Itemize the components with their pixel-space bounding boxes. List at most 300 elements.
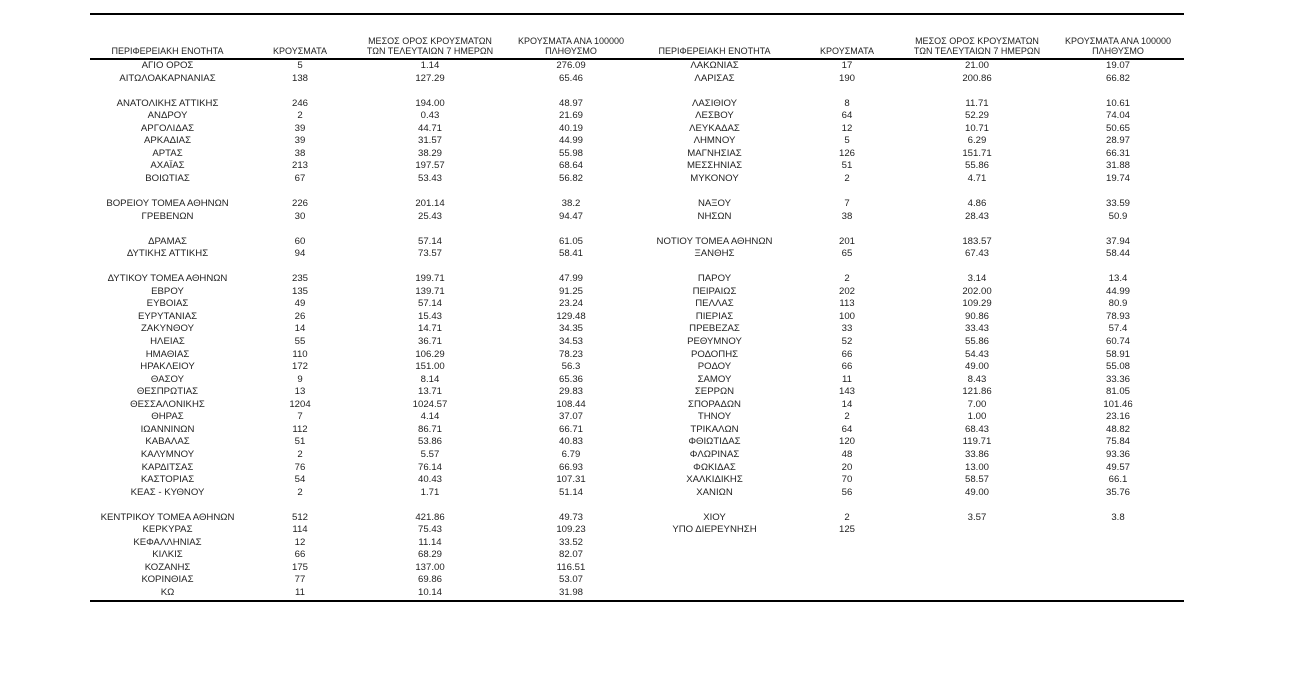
left-per100k-cell: 6.79 (561, 448, 581, 460)
left-region-cell: ΓΡΕΒΕΝΩΝ (141, 210, 194, 222)
regional-cases-table-container (90, 13, 1184, 602)
left-cases-cell: 110 (292, 348, 308, 360)
left-region-cell: ΔΥΤΙΚΟΥ ΤΟΜΕΑ ΑΘΗΝΩΝ (107, 273, 228, 285)
table-row (90, 323, 1184, 336)
header-cases-left-label: ΚΡΟΥΣΜΑΤΑ (273, 46, 327, 56)
right-per100k-cell: 44.99 (1105, 285, 1130, 297)
right-cases-cell: 33 (841, 323, 853, 335)
table-row (90, 487, 1184, 500)
right-cases-cell: 113 (839, 298, 855, 310)
left-cases-cell: 94 (294, 248, 306, 260)
left-per100k-cell: 23.24 (558, 298, 583, 310)
right-region-cell: ΛΕΥΚΑΔΑΣ (689, 122, 740, 134)
left-region-cell: ΘΗΡΑΣ (151, 411, 184, 423)
left-region-cell: ΑΓΙΟ ΟΡΟΣ (141, 60, 194, 71)
right-avg7-cell: 7.00 (967, 398, 987, 410)
right-per100k-cell: 74.04 (1105, 110, 1130, 122)
left-avg7-cell: 14.71 (417, 323, 442, 335)
left-avg7-cell: 69.86 (417, 574, 442, 586)
right-region-cell: ΡΟΔΟΥ (697, 361, 732, 373)
left-cases-cell: 76 (294, 461, 306, 473)
right-region-cell: ΡΕΘΥΜΝΟΥ (687, 336, 742, 348)
left-avg7-cell: 201.14 (415, 198, 445, 210)
right-avg7-cell: 13.00 (964, 461, 989, 473)
table-row (90, 273, 1184, 286)
left-per100k-cell: 94.47 (558, 210, 583, 222)
left-region-cell: ΚΩ (160, 586, 175, 598)
right-cases-cell: 12 (841, 122, 853, 134)
right-avg7-cell: 202.00 (962, 285, 992, 297)
left-per100k-cell: 56.82 (558, 172, 583, 184)
right-cases-cell: 64 (841, 423, 853, 435)
right-cases-cell: 202 (838, 285, 855, 297)
right-avg7-cell: 8.43 (967, 373, 987, 385)
right-cases-cell: 5 (844, 135, 850, 147)
right-region-cell: ΦΘΙΩΤΙΔΑΣ (688, 436, 741, 448)
left-region-cell: ΚΑΣΤΟΡΙΑΣ (140, 474, 195, 486)
right-avg7-cell: 3.14 (967, 273, 987, 285)
right-cases-cell (792, 537, 902, 550)
right-cases-cell: 66 (841, 348, 853, 360)
right-region-cell: ΠΡΕΒΕΖΑΣ (689, 323, 740, 335)
right-region-cell (637, 562, 792, 575)
right-cases-cell: 56 (841, 486, 853, 498)
right-cases-cell: 125 (838, 524, 855, 536)
left-per100k-cell: 37.07 (558, 411, 583, 423)
right-region-cell (637, 574, 792, 587)
right-cases-cell: 190 (838, 72, 855, 84)
right-region-cell (637, 549, 792, 562)
table-row (90, 211, 1184, 224)
right-avg7-cell: 52.29 (964, 110, 989, 122)
spacer-cell (90, 85, 1184, 98)
left-region-cell: ΚΕΝΤΡΙΚΟΥ ΤΟΜΕΑ ΑΘΗΝΩΝ (100, 511, 235, 523)
right-per100k-cell: 10.61 (1105, 97, 1130, 109)
left-cases-cell: 5 (297, 60, 303, 71)
right-per100k-cell: 33.36 (1105, 373, 1130, 385)
left-per100k-cell: 51.14 (558, 486, 583, 498)
left-avg7-cell: 31.57 (417, 135, 442, 147)
left-region-cell: ΚΑΒΑΛΑΣ (145, 436, 190, 448)
right-cases-cell: 64 (841, 110, 853, 122)
left-per100k-cell: 47.99 (558, 273, 583, 285)
left-avg7-cell: 36.71 (417, 336, 442, 348)
left-per100k-cell: 65.36 (558, 373, 583, 385)
header-avg7-right-line1: ΜΕΣΟΣ ΟΡΟΣ ΚΡΟΥΣΜΑΤΩΝ (915, 36, 1039, 46)
left-per100k-cell: 40.83 (558, 436, 583, 448)
right-cases-cell: 52 (841, 336, 853, 348)
right-region-cell: ΝΟΤΙΟΥ ΤΟΜΕΑ ΑΘΗΝΩΝ (656, 235, 773, 247)
right-per100k-cell: 3.8 (1111, 511, 1125, 523)
right-region-cell: ΠΕΙΡΑΙΩΣ (692, 285, 737, 297)
right-per100k-cell: 66.82 (1105, 72, 1130, 84)
right-avg7-cell: 33.86 (964, 448, 989, 460)
right-avg7-cell: 28.43 (964, 210, 989, 222)
table-row (90, 424, 1184, 437)
right-cases-cell: 120 (838, 436, 855, 448)
left-cases-cell: 54 (294, 474, 306, 486)
right-region-cell: ΝΗΣΩΝ (697, 210, 732, 222)
left-region-cell: ΕΥΡΥΤΑΝΙΑΣ (137, 310, 198, 322)
right-cases-cell: 51 (841, 160, 853, 172)
right-per100k-cell: 93.36 (1105, 448, 1130, 460)
left-avg7-cell: 44.71 (417, 122, 442, 134)
right-cases-cell: 2 (844, 172, 850, 184)
right-avg7-cell: 3.57 (967, 511, 987, 523)
header-cases-left (245, 14, 355, 59)
table-row (90, 73, 1184, 86)
right-cases-cell: 11 (842, 373, 852, 385)
left-per100k-cell: 33.52 (558, 536, 583, 548)
left-per100k-cell: 276.09 (556, 60, 586, 71)
left-region-cell: ΖΑΚΥΝΘΟΥ (141, 323, 194, 335)
right-avg7-cell (902, 587, 1052, 601)
right-avg7-cell: 58.57 (964, 474, 989, 486)
right-cases-cell: 2 (844, 511, 850, 523)
spacer-row (90, 499, 1184, 512)
spacer-row (90, 261, 1184, 274)
right-cases-cell: 143 (838, 386, 855, 398)
left-per100k-cell: 68.64 (558, 160, 583, 172)
table-row (90, 349, 1184, 362)
table-row (90, 462, 1184, 475)
left-cases-cell: 235 (291, 273, 308, 285)
right-region-cell: ΡΟΔΟΠΗΣ (690, 348, 739, 360)
left-cases-cell: 26 (294, 310, 306, 322)
right-per100k-cell: 60.74 (1105, 336, 1130, 348)
left-per100k-cell: 66.93 (558, 461, 583, 473)
right-per100k-cell: 57.4 (1108, 323, 1128, 335)
left-region-cell: ΚΑΡΔΙΤΣΑΣ (141, 461, 194, 473)
right-per100k-cell: 66.31 (1105, 147, 1130, 159)
left-region-cell: ΑΙΤΩΛΟΑΚΑΡΝΑΝΙΑΣ (119, 72, 216, 84)
left-avg7-cell: 76.14 (417, 461, 442, 473)
left-per100k-cell: 78.23 (558, 348, 583, 360)
right-region-cell: ΦΛΩΡΙΝΑΣ (689, 448, 740, 460)
left-avg7-cell: 0.43 (420, 110, 440, 122)
left-per100k-cell: 40.19 (558, 122, 583, 134)
right-avg7-cell: 67.43 (964, 248, 989, 260)
table-row (90, 562, 1184, 575)
right-avg7-cell (902, 574, 1052, 587)
left-region-cell: ΗΡΑΚΛΕΙΟΥ (140, 361, 195, 373)
table-body (90, 59, 1184, 601)
left-per100k-cell: 44.99 (558, 135, 583, 147)
right-avg7-cell: 49.00 (964, 486, 989, 498)
header-per100k-right-line1: ΚΡΟΥΣΜΑΤΑ ΑΝΑ 100000 (1065, 36, 1171, 46)
right-region-cell: ΛΗΜΝΟΥ (693, 135, 736, 147)
right-per100k-cell (1052, 574, 1184, 587)
left-avg7-cell: 53.43 (417, 172, 442, 184)
table-row (90, 524, 1184, 537)
right-region-cell: ΛΑΡΙΣΑΣ (694, 72, 735, 84)
right-per100k-cell: 19.07 (1105, 60, 1130, 71)
right-avg7-cell (902, 537, 1052, 550)
left-per100k-cell: 58.41 (558, 248, 583, 260)
right-per100k-cell: 50.9 (1108, 210, 1128, 222)
left-avg7-cell: 10.14 (417, 586, 442, 598)
right-cases-cell: 2 (844, 273, 850, 285)
left-cases-cell: 13 (294, 386, 306, 398)
left-region-cell: ΙΩΑΝΝΙΝΩΝ (140, 423, 195, 435)
left-region-cell: ΑΡΤΑΣ (152, 147, 183, 159)
left-avg7-cell: 106.29 (415, 348, 445, 360)
left-region-cell: ΘΕΣΠΡΩΤΙΑΣ (136, 386, 199, 398)
right-avg7-cell: 90.86 (964, 310, 989, 322)
left-avg7-cell: 57.14 (417, 235, 442, 247)
left-cases-cell: 30 (294, 210, 306, 222)
right-per100k-cell: 19.74 (1105, 172, 1130, 184)
right-avg7-cell: 33.43 (964, 323, 989, 335)
left-cases-cell: 55 (294, 336, 306, 348)
right-avg7-cell: 200.86 (962, 72, 992, 84)
left-cases-cell: 9 (297, 373, 303, 385)
right-per100k-cell (1052, 524, 1184, 537)
left-avg7-cell: 151.00 (415, 361, 445, 373)
left-cases-cell: 51 (294, 436, 306, 448)
left-cases-cell: 49 (294, 298, 306, 310)
right-cases-cell (792, 574, 902, 587)
right-per100k-cell: 23.16 (1105, 411, 1130, 423)
left-region-cell: ΚΕΡΚΥΡΑΣ (142, 524, 193, 536)
right-avg7-cell (902, 524, 1052, 537)
right-avg7-cell: 49.00 (964, 361, 989, 373)
right-avg7-cell (902, 562, 1052, 575)
right-cases-cell: 7 (844, 198, 850, 210)
left-region-cell: ΕΒΡΟΥ (151, 285, 184, 297)
left-avg7-cell: 11.14 (418, 536, 442, 548)
table-row (90, 399, 1184, 412)
spacer-row (90, 185, 1184, 198)
left-avg7-cell: 421.86 (415, 511, 445, 523)
header-cases-right-label: ΚΡΟΥΣΜΑΤΑ (820, 46, 874, 56)
right-per100k-cell: 58.91 (1105, 348, 1130, 360)
header-per100k-left-line1: ΚΡΟΥΣΜΑΤΑ ΑΝΑ 100000 (518, 36, 624, 46)
left-cases-cell: 226 (291, 198, 308, 210)
table-row (90, 336, 1184, 349)
left-avg7-cell: 137.00 (415, 561, 445, 573)
left-region-cell: ΑΝΑΤΟΛΙΚΗΣ ΑΤΤΙΚΗΣ (116, 97, 219, 109)
right-cases-cell (792, 562, 902, 575)
right-avg7-cell: 54.43 (964, 348, 989, 360)
right-region-cell: ΜΥΚΟΝΟΥ (690, 172, 739, 184)
table-row (90, 386, 1184, 399)
header-cases-right (792, 14, 902, 59)
right-region-cell: ΜΕΣΣΗΝΙΑΣ (686, 160, 743, 172)
right-cases-cell: 8 (844, 97, 850, 109)
left-per100k-cell: 129.48 (556, 310, 586, 322)
left-avg7-cell: 73.57 (417, 248, 442, 260)
table-row (90, 436, 1184, 449)
right-region-cell: ΦΩΚΙΔΑΣ (693, 461, 736, 473)
right-avg7-cell: 10.71 (964, 122, 989, 134)
left-cases-cell: 77 (294, 574, 306, 586)
header-region-left (90, 14, 245, 59)
right-cases-cell: 48 (841, 448, 853, 460)
left-avg7-cell: 68.29 (417, 549, 442, 561)
left-region-cell: ΑΝΔΡΟΥ (147, 110, 188, 122)
left-cases-cell: 7 (297, 411, 303, 423)
right-per100k-cell (1052, 562, 1184, 575)
right-per100k-cell: 101.46 (1103, 398, 1133, 410)
left-region-cell: ΔΥΤΙΚΗΣ ΑΤΤΙΚΗΣ (126, 248, 209, 260)
right-region-cell: ΥΠΟ ΔΙΕΡΕΥΝΗΣΗ (672, 524, 757, 536)
left-region-cell: ΘΕΣΣΑΛΟΝΙΚΗΣ (130, 398, 205, 410)
left-cases-cell: 112 (292, 423, 308, 435)
right-per100k-cell: 48.82 (1105, 423, 1130, 435)
right-per100k-cell: 33.59 (1105, 198, 1130, 210)
table-row (90, 549, 1184, 562)
right-region-cell: ΠΙΕΡΙΑΣ (695, 310, 734, 322)
left-cases-cell: 135 (291, 285, 308, 297)
left-region-cell: ΘΑΣΟΥ (150, 373, 185, 385)
right-per100k-cell: 66.1 (1108, 474, 1128, 486)
right-per100k-cell: 80.9 (1108, 298, 1128, 310)
right-avg7-cell: 4.86 (967, 198, 987, 210)
header-region-right-label: ΠΕΡΙΦΕΡΕΙΑΚΗ ΕΝΟΤΗΤΑ (658, 46, 771, 56)
left-per100k-cell: 56.3 (561, 361, 581, 373)
left-cases-cell: 38 (294, 147, 306, 159)
left-region-cell: ΔΡΑΜΑΣ (148, 235, 187, 247)
right-cases-cell (792, 549, 902, 562)
right-per100k-cell: 75.84 (1105, 436, 1130, 448)
table-row (90, 248, 1184, 261)
right-region-cell: ΤΡΙΚΑΛΩΝ (690, 423, 739, 435)
right-per100k-cell (1052, 537, 1184, 550)
header-region-left-label: ΠΕΡΙΦΕΡΕΙΑΚΗ ΕΝΟΤΗΤΑ (111, 46, 224, 56)
left-avg7-cell: 57.14 (417, 298, 442, 310)
right-avg7-cell: 21.00 (964, 60, 989, 71)
table-row (90, 198, 1184, 211)
left-per100k-cell: 48.97 (558, 97, 583, 109)
spacer-cell (90, 223, 1184, 236)
right-cases-cell: 65 (841, 248, 853, 260)
right-avg7-cell: 55.86 (964, 336, 989, 348)
right-region-cell: ΧΑΛΚΙΔΙΚΗΣ (686, 474, 743, 486)
left-per100k-cell: 65.46 (558, 72, 583, 84)
left-avg7-cell: 1.71 (420, 486, 440, 498)
table-row (90, 574, 1184, 587)
left-cases-cell: 66 (294, 549, 306, 561)
left-per100k-cell: 21.69 (558, 110, 583, 122)
table-row (90, 311, 1184, 324)
header-per100k-right-line2: ΠΛΗΘΥΣΜΟ (1092, 46, 1144, 56)
right-avg7-cell: 183.57 (962, 235, 992, 247)
left-avg7-cell: 4.14 (420, 411, 440, 423)
right-cases-cell: 201 (838, 235, 855, 247)
header-avg7-left (355, 14, 505, 59)
right-cases-cell: 14 (841, 398, 853, 410)
right-per100k-cell: 37.94 (1105, 235, 1130, 247)
spacer-cell (90, 185, 1184, 198)
left-per100k-cell: 91.25 (558, 285, 583, 297)
left-cases-cell: 138 (291, 72, 308, 84)
right-region-cell: ΛΕΣΒΟΥ (695, 110, 734, 122)
right-region-cell: ΜΑΓΝΗΣΙΑΣ (687, 147, 742, 159)
table-row (90, 474, 1184, 487)
left-cases-cell: 39 (294, 135, 306, 147)
spacer-cell (90, 261, 1184, 274)
right-avg7-cell: 109.29 (962, 298, 992, 310)
left-avg7-cell: 197.57 (415, 160, 445, 172)
right-per100k-cell: 13.4 (1108, 273, 1128, 285)
left-region-cell: ΗΜΑΘΙΑΣ (145, 348, 190, 360)
spacer-row (90, 223, 1184, 236)
table-row (90, 110, 1184, 123)
left-cases-cell: 114 (292, 524, 308, 536)
right-per100k-cell: 28.97 (1105, 135, 1130, 147)
left-avg7-cell: 199.71 (415, 273, 445, 285)
left-cases-cell: 67 (294, 172, 306, 184)
left-avg7-cell: 127.29 (415, 72, 445, 84)
left-cases-cell: 512 (291, 511, 308, 523)
header-avg7-right (902, 14, 1052, 59)
right-avg7-cell: 1.00 (967, 411, 987, 423)
spacer-cell (90, 499, 1184, 512)
table-row (90, 361, 1184, 374)
right-avg7-cell: 11.71 (965, 97, 989, 109)
right-region-cell: ΣΑΜΟΥ (697, 373, 732, 385)
left-per100k-cell: 109.23 (556, 524, 586, 536)
left-avg7-cell: 75.43 (417, 524, 442, 536)
left-avg7-cell: 86.71 (417, 423, 442, 435)
right-region-cell: ΧΙΟΥ (703, 511, 726, 523)
right-avg7-cell: 68.43 (964, 423, 989, 435)
left-per100k-cell: 82.07 (558, 549, 583, 561)
table-row (90, 123, 1184, 136)
right-region-cell: ΣΠΟΡΑΔΩΝ (688, 398, 741, 410)
left-region-cell: ΚΙΛΚΙΣ (152, 549, 183, 561)
left-cases-cell: 12 (294, 536, 306, 548)
left-per100k-cell: 116.51 (556, 561, 586, 573)
left-region-cell: ΑΡΚΑΔΙΑΣ (144, 135, 191, 147)
right-region-cell: ΛΑΣΙΘΙΟΥ (691, 97, 738, 109)
left-avg7-cell: 194.00 (415, 97, 445, 109)
table-row (90, 236, 1184, 249)
right-per100k-cell: 55.08 (1105, 361, 1130, 373)
header-per100k-left-line2: ΠΛΗΘΥΣΜΟ (545, 46, 597, 56)
left-region-cell: ΑΡΓΟΛΙΔΑΣ (140, 122, 195, 134)
left-cases-cell: 2 (297, 448, 303, 460)
left-cases-cell: 2 (297, 486, 303, 498)
left-region-cell: ΑΧΑΪΑΣ (150, 160, 185, 172)
right-per100k-cell: 35.76 (1105, 486, 1130, 498)
right-per100k-cell (1052, 587, 1184, 601)
left-region-cell: ΒΟΡΕΙΟΥ ΤΟΜΕΑ ΑΘΗΝΩΝ (106, 198, 229, 210)
left-avg7-cell: 40.43 (417, 474, 442, 486)
table-row (90, 374, 1184, 387)
table-row (90, 135, 1184, 148)
right-avg7-cell (902, 549, 1052, 562)
left-avg7-cell: 1024.57 (412, 398, 448, 410)
header-avg7-right-line2: ΤΩΝ ΤΕΛΕΥΤΑΙΩΝ 7 ΗΜΕΡΩΝ (913, 46, 1041, 56)
left-cases-cell: 175 (291, 561, 308, 573)
table-row (90, 286, 1184, 299)
left-cases-cell: 2 (297, 110, 303, 122)
left-cases-cell: 213 (291, 160, 308, 172)
table-row (90, 537, 1184, 550)
right-cases-cell: 70 (841, 474, 853, 486)
left-cases-cell: 246 (291, 97, 308, 109)
left-cases-cell: 11 (295, 586, 305, 598)
right-per100k-cell: 49.57 (1105, 461, 1130, 473)
right-region-cell: ΤΗΝΟΥ (697, 411, 732, 423)
left-per100k-cell: 31.98 (558, 586, 583, 598)
left-avg7-cell: 1.14 (420, 60, 440, 71)
right-cases-cell: 126 (838, 147, 855, 159)
table-row (90, 411, 1184, 424)
left-cases-cell: 172 (291, 361, 308, 373)
